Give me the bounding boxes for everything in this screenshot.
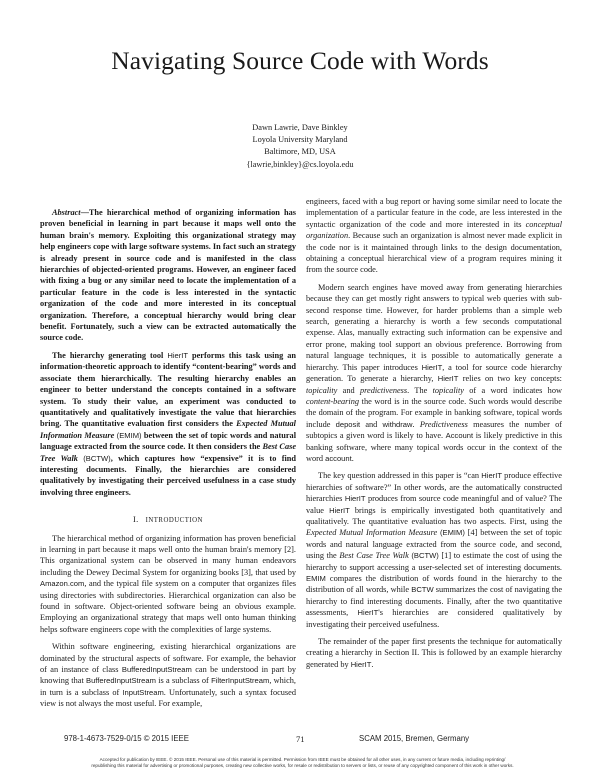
right-column (306, 196, 562, 676)
intro-paragraph-2-cont: engineers, faced with a bug report or having some similar need to locate the implementation of a particular feature in the code, are less interested in the syntactic organization of the code and more interested in its conceptual organization. Because such an organization is almost never made explicit in the code nor is it maintained through links to the design documentation, obtaining a conceptual hierarchical view of a program requires mining it from the source code. (306, 197, 562, 275)
intro-paragraph-1: The hierarchical method of organizing information has proven beneficial in learning in part because it maps well onto the human brain's memory [2]. This organizational system can be observed in many human endeavors including the Dewey Decimal System for organizing books [3], that used by Amazon.com, and the typical file system on a computer that organizes files using directories with subdirectories. Hierarchical organization can also be found in software. Object-oriented software being an obvious example. Employing an organizational strategy that maps well onto human thinking helps software engineers cope with the complexities of large systems. (40, 533, 296, 634)
section-heading-introduction: I. INTRODUCTION (133, 515, 203, 525)
abstract-paragraph-1: Abstract—The hierarchical method of organizing information has proven beneficial in learning in part because it maps well onto the human brain's memory. Exploiting this organizational strategy may help engineers cope with large software systems. In fact such an strategy is already present in source code and is manifested in the class hierarchies of objected-oriented programs. However, an engineer faced with fixing a bug or any similar need to locate the implementation of a particular feature in the code is less interested in the syntactic organization of the code and more interested in its conceptual organization. Therefore, a conceptual hierarchy would bring clear benefit. Fortunately, such a view can be extracted automatically the source code. (40, 208, 296, 343)
intro-paragraph-5: The remainder of the paper first presents the technique for automatically creating a hierarchy in Section II. This is followed by an example hierarchy generated by HierIT. (306, 637, 562, 669)
author-block (0, 122, 600, 171)
intro-paragraph-4: The key question addressed in this paper is “can HierIT produce effective hierarchies of software?” In other words, are the automatically constructed hierarchies HierIT produces from source code meaningful and of value? The value HierIT brings is empirically investigated both quantitatively and qualitatively. The quantitative evaluation has two aspects. First, using the Expected Mutual Information Measure (EMIM) [4] between the set of topic words and natural language extracted from the source code, and second, using the Best Case Tree Walk (BCTW) [1] to estimate the cost of using the hierarchy to support accessing a user-selected set of interesting documents. EMIM compares the distribution of words found in the hierarchy to the distribution of all words, while BCTW summarizes the cost of navigating the hierarchy to find interesting documents. Finally, after the two quantitative assessments, HierIT's hierarchies are considered qualitatively by investigating their perceived usefulness. (306, 471, 562, 629)
author-affiliation: Loyola University Maryland (252, 135, 348, 145)
intro-paragraph-3: Modern search engines have moved away from generating hierarchies because they can get mostly right answers to typical web queries with sub-second response time. However, for harder problems than a simple web search, generating a hierarchy is worth a few seconds computational expense. Alas, manually extracting such information can be expensive and error prone, making tool support an obvious preference. Borrowing from natural language techniques, it is possible to automatically generate a hierarchy. This paper introduces HierIT, a tool for source code hierarchy generation. To generate a hierarchy, HierIT relies on two key concepts: topicality and predictiveness. The topicality of a word indicates how content-bearing the word is in the source code. Such words would describe the domain of the program. For example in banking software, topical words include deposit and withdraw. Predictiveness measures the number of subtopics a given word is likely to have. Account is likely predictive in this banking software, where many topical words occur in the context of the word account. (306, 282, 562, 463)
copyright-notice: Accepted for publication by IEEE. © 2015 IEEE. Personal use of this material is permitted. Permission from IEEE must be obtained for all other uses, in any current or future media, including reprinting/ republishing this material for advertising or promotional purposes, creating new collective works, for resale or redistribution to servers or lists, or reuse of any copyrighted component of this work in other works. (91, 757, 514, 768)
abstract (40, 207, 296, 498)
left-column (40, 207, 296, 716)
paper-title: Navigating Source Code with Words (111, 46, 489, 75)
venue: SCAM 2015, Bremen, Germany (359, 734, 470, 743)
isbn: 978-1-4673-7529-0/15 © 2015 IEEE (64, 734, 189, 743)
author-location: Baltimore, MD, USA (264, 147, 336, 157)
author-email: {lawrie,binkley}@cs.loyola.edu (246, 159, 354, 169)
abstract-paragraph-2: The hierarchy generating tool HierIT performs this task using an information-theoretic approach to identify “content-bearing” words and associate them hierarchically. The resulting hierarchy enables an engineer to better understand the concepts contained in a software system. To study their value, an experiment was conducted to quantitatively and qualitatively investigate the value that hierarchies bring. The quantitative evaluation first considers the Expected Mutual Information Measure (EMIM) between the set of topic words and natural language extracted from the source code. It then considers the Best Case Tree Walk (BCTW), which captures how “expensive” it is to find interesting documents. Finally, the hierarchies are considered qualitatively by investigating their perceived usefulness in a case study involving three engineers. (40, 350, 297, 497)
page-number: 71 (296, 734, 305, 744)
intro-paragraph-2: Within software engineering, existing hierarchical organizations are dominated by the structural aspects of software. For example, the behavior of an instance of class BufferedInputStream can be understood in part by knowing that BufferedInputStream is a subclass of FilterInputStream, which, in turn is a subclass of InputStream. Unfortunately, such a syntax focused view is not always the most useful. For example, (40, 642, 297, 709)
author-names: Dawn Lawrie, Dave Binkley (252, 123, 348, 132)
tool-name: HierIT (167, 350, 189, 360)
abstract-label: Abstract (52, 208, 81, 217)
